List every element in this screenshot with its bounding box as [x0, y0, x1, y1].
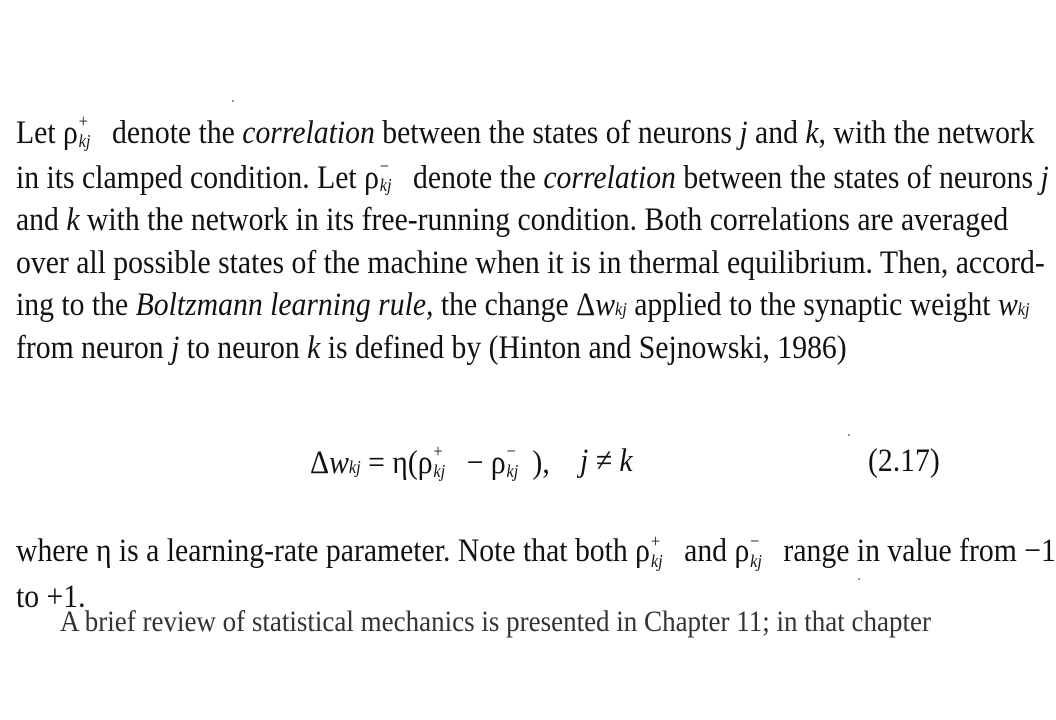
equation-number: (2.17) [868, 443, 940, 479]
rho-plus-symbol: ρ + kj [63, 111, 91, 151]
text: denote the [405, 159, 544, 196]
text-line-2 [16, 155, 1049, 200]
text-line-4: over all possible states of the machine when it is in thermal equilibrium. Then, accord- [16, 244, 1045, 281]
variable-j: j [1040, 159, 1049, 196]
equation-2-17 [310, 440, 940, 484]
text: applied to the synaptic weight [626, 287, 998, 323]
text: where η is a learning-rate parameter. Note that both [16, 533, 636, 569]
text: between the states of neurons [675, 159, 1041, 196]
text: is defined by (Hinton and Sejnowski, 1986) [320, 329, 847, 366]
rho-minus-symbol: ρ − kj [364, 155, 392, 196]
variable-j: j [739, 115, 748, 151]
text: ing to the [16, 287, 136, 323]
variable-k: k [307, 329, 321, 366]
emphasis-term: Boltzmann learning rule, [135, 287, 434, 323]
text: and [676, 533, 735, 569]
paragraph-boltzmann-definition [16, 110, 1049, 369]
rho-minus-symbol: ρ − kj [734, 531, 762, 571]
variable-k: k [805, 115, 819, 151]
emphasis-term: correlation [543, 159, 676, 196]
text-line-5 [16, 284, 1030, 327]
cropped-next-line: A brief review of statistical mechanics is presented in Chapter 11; in that chapter [60, 605, 931, 638]
text: and [747, 115, 806, 151]
scan-speck [858, 578, 860, 580]
equation-condition: j ≠ k [580, 443, 633, 479]
variable-k: k [66, 202, 80, 238]
text: , with the network [818, 115, 1035, 151]
w-kj-symbol: wkj [997, 287, 1030, 323]
text-line-6 [16, 327, 848, 370]
text: Let [16, 115, 64, 151]
text: denote the [104, 115, 243, 151]
rho-plus-symbol: ρ + kj [635, 531, 663, 571]
text-line-8: to +1. [16, 579, 86, 615]
text: to neuron [179, 329, 308, 366]
text: between the states of neurons [374, 115, 740, 151]
delta-w-symbol: Δwkj [576, 287, 627, 323]
text: and [16, 202, 67, 238]
text: in its clamped condition. Let [16, 159, 365, 196]
scan-speck [848, 434, 850, 436]
text: range in value from −1 [776, 533, 1056, 569]
scan-speck [232, 100, 234, 102]
emphasis-term: correlation [242, 115, 375, 151]
variable-j: j [171, 329, 180, 366]
text-line-7 [16, 528, 1056, 574]
text: the change [433, 287, 577, 323]
text-line-1 [16, 110, 1035, 155]
text-line-3 [16, 199, 1009, 242]
equation-body: Δwkj = η(ρ + kj − ρ − kj ), [310, 441, 550, 481]
text: with the network in its free-running condition. Both correlations are averaged [79, 202, 1009, 238]
text: from neuron [16, 329, 172, 366]
